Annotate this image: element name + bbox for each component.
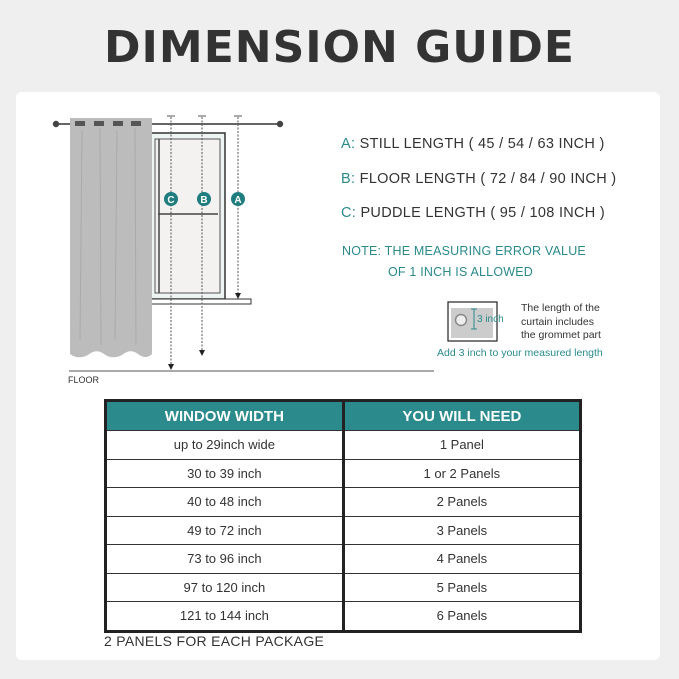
table-row [106,488,581,517]
cell-window-width: 73 to 96 inch [106,545,344,574]
window-illustration [150,133,251,304]
table-header [106,401,581,431]
cell-panels-needed: 4 Panels [343,545,580,574]
grommet-ring-icon [456,315,467,326]
cell-window-width: up to 29inch wide [106,431,344,460]
cell-window-width: 30 to 39 inch [106,459,344,488]
spec-b: B: FLOOR LENGTH ( 72 / 84 / 90 INCH ) [341,171,617,187]
window-glass [155,139,220,293]
grommet-detail [448,302,504,341]
package-note: 2 PANELS FOR EACH PACKAGE [104,633,325,649]
marker-a [231,192,245,206]
rod-finial-right [277,121,283,127]
grommet-measure: 3 inch [477,314,504,325]
cell-panels-needed: 5 Panels [343,573,580,602]
cell-panels-needed: 1 or 2 Panels [343,459,580,488]
table-row [106,545,581,574]
table-row [106,602,581,632]
marker-c [164,192,178,206]
svg-text:C: C [167,195,175,206]
cell-panels-needed: 3 Panels [343,516,580,545]
cell-panels-needed: 1 Panel [343,431,580,460]
header-you-will-need: YOU WILL NEED [343,401,580,431]
grommet-description: The length of the curtain includes the grommet part [521,302,601,341]
arrow-c [168,364,174,370]
table-row [106,516,581,545]
rod-finial-left [53,121,59,127]
grommet-add-note: Add 3 inch to your measured length [437,347,603,359]
table-row [106,431,581,460]
arrow-a [235,293,241,299]
header-window-width: WINDOW WIDTH [106,401,344,431]
panel-size-table [104,399,582,633]
cell-window-width: 121 to 144 inch [106,602,344,632]
arrow-b [199,350,205,356]
table-row [106,573,581,602]
table-row [106,459,581,488]
note-line-1: NOTE: THE MEASURING ERROR VALUE [342,244,586,258]
cell-panels-needed: 2 Panels [343,488,580,517]
svg-text:B: B [200,195,208,206]
svg-text:A: A [234,195,242,206]
spec-a: A: STILL LENGTH ( 45 / 54 / 63 INCH ) [341,136,605,152]
note-line-2: OF 1 INCH IS ALLOWED [388,265,534,279]
curtain-panel [70,118,152,357]
floor-label: FLOOR [68,375,100,385]
window-sill [150,299,251,304]
spec-c: C: PUDDLE LENGTH ( 95 / 108 INCH ) [341,205,606,221]
marker-b [197,192,211,206]
cell-window-width: 97 to 120 inch [106,573,344,602]
cell-window-width: 49 to 72 inch [106,516,344,545]
cell-panels-needed: 6 Panels [343,602,580,632]
cell-window-width: 40 to 48 inch [106,488,344,517]
page-title: DIMENSION GUIDE [104,22,575,73]
